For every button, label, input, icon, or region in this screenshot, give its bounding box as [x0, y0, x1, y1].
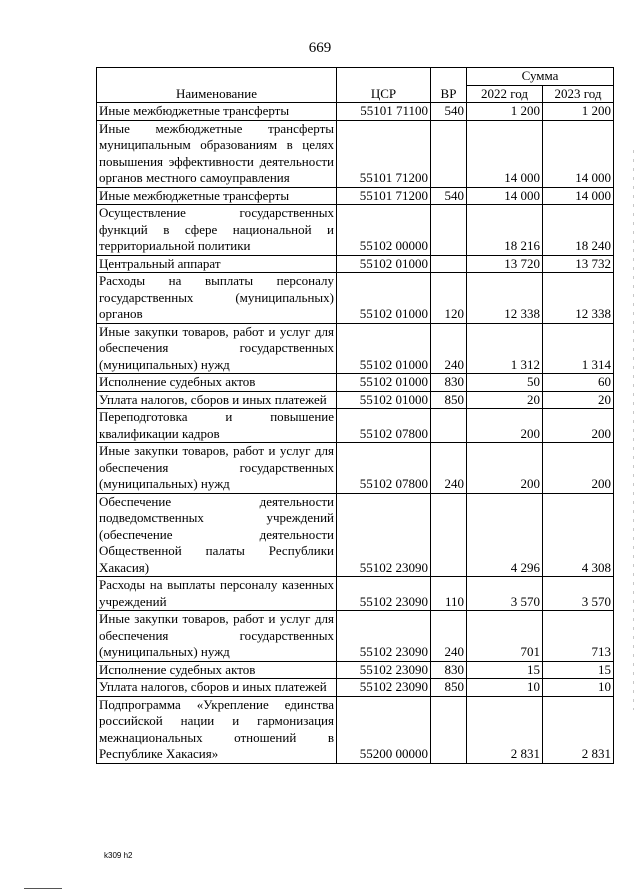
row-vr: 540: [431, 187, 467, 205]
row-name: Подпрограмма «Укрепление единства российской нации и гармонизация межнациональных отношений в Республике Хакасия»: [97, 696, 337, 763]
row-sum-2022: 14 000: [467, 187, 543, 205]
row-sum-2023: 1 314: [543, 323, 614, 374]
row-name: Иные закупки товаров, работ и услуг для обеспечения государственных (муниципальных) нужд: [97, 611, 337, 662]
row-csr: 55102 07800: [337, 443, 431, 494]
row-sum-2022: 4 296: [467, 493, 543, 577]
row-csr: 55101 71200: [337, 120, 431, 187]
table-row: [97, 661, 614, 679]
row-sum-2023: 15: [543, 661, 614, 679]
row-sum-2023: 3 570: [543, 577, 614, 611]
row-name: Расходы на выплаты персоналу казенных учреждений: [97, 577, 337, 611]
row-name: Исполнение судебных актов: [97, 661, 337, 679]
row-vr: 240: [431, 323, 467, 374]
row-csr: 55102 23090: [337, 661, 431, 679]
row-sum-2023: 713: [543, 611, 614, 662]
row-sum-2023: 20: [543, 391, 614, 409]
row-name: Расходы на выплаты персоналу государственных (муниципальных) органов: [97, 273, 337, 324]
row-csr: 55102 00000: [337, 205, 431, 256]
row-sum-2023: 14 000: [543, 187, 614, 205]
row-sum-2022: 1 312: [467, 323, 543, 374]
table-row: [97, 323, 614, 374]
row-sum-2022: 2 831: [467, 696, 543, 763]
row-csr: 55102 23090: [337, 493, 431, 577]
row-csr: 55101 71100: [337, 103, 431, 121]
row-vr: 240: [431, 443, 467, 494]
row-sum-2023: 18 240: [543, 205, 614, 256]
row-csr: 55102 07800: [337, 409, 431, 443]
row-vr: [431, 255, 467, 273]
table-row: [97, 696, 614, 763]
row-vr: 850: [431, 391, 467, 409]
row-vr: [431, 493, 467, 577]
row-csr: 55102 01000: [337, 273, 431, 324]
row-sum-2022: 1 200: [467, 103, 543, 121]
table-header: [97, 68, 614, 103]
row-sum-2023: 12 338: [543, 273, 614, 324]
header-vr: ВР: [431, 68, 467, 103]
row-vr: 120: [431, 273, 467, 324]
header-sum: Сумма: [467, 68, 614, 86]
table-row: [97, 679, 614, 697]
table-body: [97, 103, 614, 764]
row-sum-2023: 2 831: [543, 696, 614, 763]
row-sum-2022: 18 216: [467, 205, 543, 256]
row-vr: [431, 409, 467, 443]
row-name: Иные закупки товаров, работ и услуг для обеспечения государственных (муниципальных) нужд: [97, 443, 337, 494]
table-row: [97, 255, 614, 273]
row-vr: [431, 205, 467, 256]
table-row: [97, 409, 614, 443]
row-name: Уплата налогов, сборов и иных платежей: [97, 679, 337, 697]
row-sum-2022: 12 338: [467, 273, 543, 324]
row-csr: 55102 01000: [337, 374, 431, 392]
table-row: [97, 443, 614, 494]
row-sum-2022: 701: [467, 611, 543, 662]
row-sum-2022: 20: [467, 391, 543, 409]
row-sum-2023: 4 308: [543, 493, 614, 577]
row-sum-2022: 3 570: [467, 577, 543, 611]
row-sum-2023: 1 200: [543, 103, 614, 121]
row-csr: 55200 00000: [337, 696, 431, 763]
row-csr: 55102 23090: [337, 679, 431, 697]
header-name: Наименование: [97, 68, 337, 103]
row-name: Центральный аппарат: [97, 255, 337, 273]
row-csr: 55102 23090: [337, 577, 431, 611]
row-sum-2022: 200: [467, 409, 543, 443]
row-vr: 830: [431, 374, 467, 392]
row-sum-2023: 60: [543, 374, 614, 392]
row-name: Иные межбюджетные трансферты: [97, 187, 337, 205]
row-vr: 240: [431, 611, 467, 662]
header-csr: ЦСР: [337, 68, 431, 103]
table-row: [97, 120, 614, 187]
table-row: [97, 577, 614, 611]
row-name: Иные межбюджетные трансферты: [97, 103, 337, 121]
row-name: Переподготовка и повышение квалификации кадров: [97, 409, 337, 443]
row-name: Иные закупки товаров, работ и услуг для обеспечения государственных (муниципальных) нужд: [97, 323, 337, 374]
row-sum-2022: 14 000: [467, 120, 543, 187]
row-csr: 55102 01000: [337, 323, 431, 374]
budget-table: [96, 67, 614, 764]
row-sum-2023: 10: [543, 679, 614, 697]
row-vr: 110: [431, 577, 467, 611]
row-sum-2022: 200: [467, 443, 543, 494]
table-row: [97, 611, 614, 662]
row-vr: [431, 696, 467, 763]
row-csr: 55101 71200: [337, 187, 431, 205]
footer-rule: [24, 888, 62, 889]
row-vr: 830: [431, 661, 467, 679]
row-csr: 55102 01000: [337, 255, 431, 273]
row-sum-2023: 14 000: [543, 120, 614, 187]
row-vr: 540: [431, 103, 467, 121]
row-sum-2022: 10: [467, 679, 543, 697]
row-sum-2022: 15: [467, 661, 543, 679]
row-sum-2023: 200: [543, 409, 614, 443]
header-year-2023: 2023 год: [543, 85, 614, 103]
table-row: [97, 493, 614, 577]
table-row: [97, 391, 614, 409]
table-row: [97, 205, 614, 256]
footer-code: k309 h2: [104, 851, 133, 860]
row-csr: 55102 01000: [337, 391, 431, 409]
row-sum-2023: 200: [543, 443, 614, 494]
row-name: Обеспечение деятельности подведомственных учреждений (обеспечение деятельности Общественной палаты Республики Хакасия): [97, 493, 337, 577]
row-name: Иные межбюджетные трансферты муниципальным образованиям в целях повышения эффективности деятельности органов местного самоуправления: [97, 120, 337, 187]
row-name: Исполнение судебных актов: [97, 374, 337, 392]
table-row: [97, 187, 614, 205]
row-sum-2022: 13 720: [467, 255, 543, 273]
row-vr: 850: [431, 679, 467, 697]
table-row: [97, 273, 614, 324]
row-name: Уплата налогов, сборов и иных платежей: [97, 391, 337, 409]
table-row: [97, 103, 614, 121]
row-name: Осуществление государственных функций в сфере национальной и территориальной политики: [97, 205, 337, 256]
scan-edge-mark: [633, 150, 634, 710]
row-sum-2022: 50: [467, 374, 543, 392]
table-row: [97, 374, 614, 392]
row-csr: 55102 23090: [337, 611, 431, 662]
page-number: 669: [308, 40, 332, 56]
row-sum-2023: 13 732: [543, 255, 614, 273]
header-year-2022: 2022 год: [467, 85, 543, 103]
row-vr: [431, 120, 467, 187]
